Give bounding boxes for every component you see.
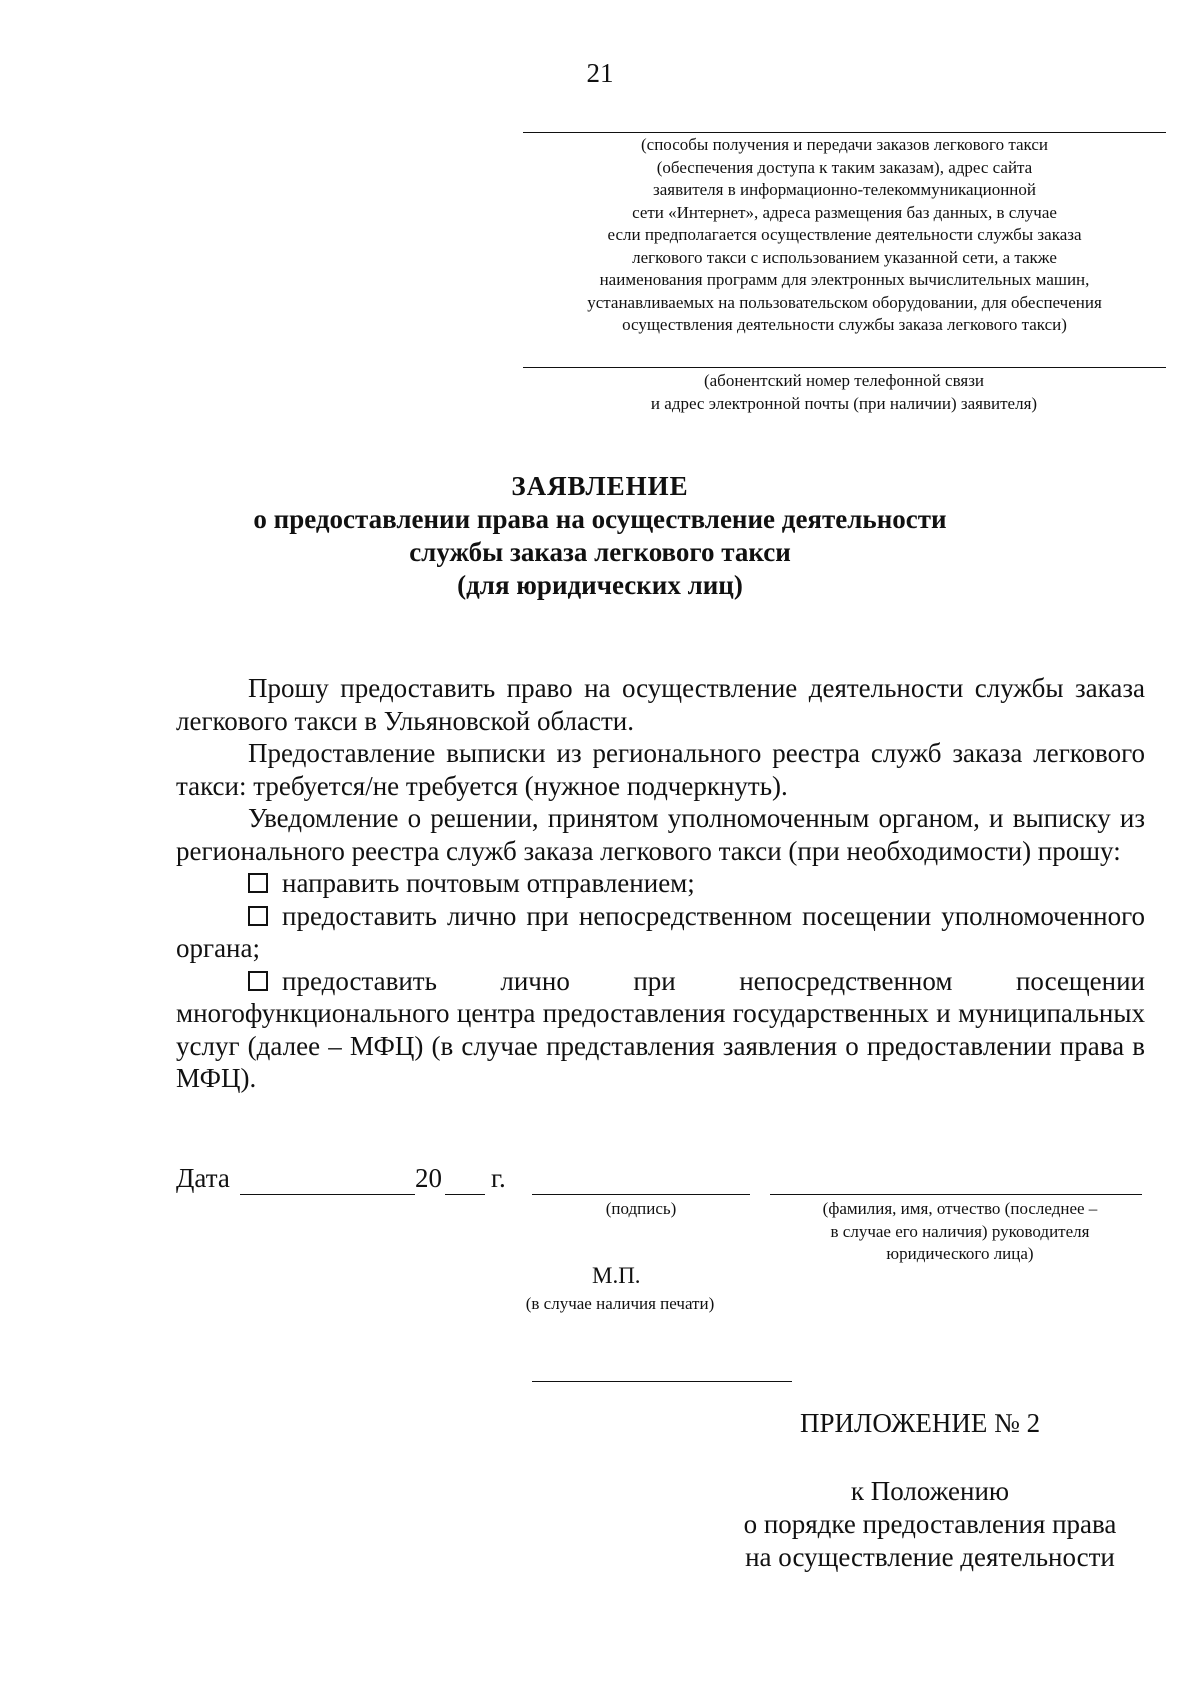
order-methods-fill-line: [523, 132, 1166, 133]
caption-line: и адрес электронной почты (при наличии) заявителя): [650, 393, 1038, 413]
year-fill-line[interactable]: [445, 1194, 485, 1195]
caption-line: наименования программ для электронных вычислительных машин,: [599, 270, 1090, 289]
order-methods-caption: [523, 134, 1166, 337]
name-fill-line[interactable]: [770, 1194, 1142, 1195]
title-main: ЗАЯВЛЕНИЕ: [511, 471, 689, 501]
caption-line: (способы получения и передачи заказов легкового такси: [640, 135, 1048, 154]
contacts-fill-line: [523, 367, 1166, 368]
stamp-caption: (в случае наличия печати): [525, 1294, 715, 1313]
application-body: [176, 672, 1145, 1095]
checkbox-in-person-mfc[interactable]: [248, 971, 268, 991]
option-in-person-mfc: [176, 965, 1145, 1095]
option-label: предоставить лично при непосредственном посещении уполномоченного органа;: [176, 900, 1145, 963]
name-caption: [770, 1198, 1150, 1266]
caption-line: если предполагается осуществление деятельности службы заказа: [607, 225, 1082, 244]
option-in-person-authority: [176, 900, 1145, 965]
appendix-title: ПРИЛОЖЕНИЕ № 2: [800, 1408, 1041, 1438]
caption-line: осуществления деятельности службы заказа легкового такси): [622, 315, 1067, 334]
caption-line: заявителя в информационно-телекоммуникационной: [652, 180, 1037, 199]
date-label: Дата: [176, 1163, 230, 1193]
caption-line: легкового такси с использованием указанной сети, а также: [632, 247, 1057, 267]
request-paragraph: Прошу предоставить право на осуществление деятельности службы заказа легкового такси в Ульяновской области.: [176, 673, 1145, 736]
extract-paragraph: Предоставление выписки из регионального реестра служб заказа легкового такси: требуется/не требуется (нужное подчеркнуть).: [176, 738, 1145, 801]
appendix-ref-line: на осуществление деятельности: [745, 1542, 1115, 1572]
option-postal: [176, 867, 1145, 900]
caption-line: сети «Интернет», адреса размещения баз данных, в случае: [632, 202, 1057, 222]
document-title: [150, 470, 1050, 602]
appendix-ref-line: к Положению: [850, 1476, 1010, 1506]
stamp-label: М.П.: [592, 1263, 641, 1288]
year-prefix: 20: [415, 1163, 442, 1193]
caption-line: (обеспечения доступа к таким заказам), адрес сайта: [656, 157, 1033, 177]
date-fill-line[interactable]: [240, 1194, 415, 1195]
caption-line: юридического лица): [886, 1244, 1034, 1263]
option-label: направить почтовым отправлением;: [282, 868, 695, 898]
option-label: предоставить лично при непосредственном посещении многофункционального центра предоставления государственных и муниципальных услуг (далее – МФЦ) (в случае представления заявления о предоставлении права в МФЦ).: [176, 965, 1145, 1093]
notification-paragraph: Уведомление о решении, принятом уполномоченным органом, и выписку из регионального реестра служб заказа легкового такси (при необходимости) прошу:: [176, 803, 1145, 866]
contacts-caption: [560, 370, 1128, 415]
appendix-ref-line: о порядке предоставления права: [743, 1509, 1117, 1539]
year-suffix: г.: [491, 1163, 506, 1193]
caption-line: в случае его наличия) руководителя: [830, 1221, 1090, 1241]
checkbox-postal[interactable]: [248, 873, 268, 893]
signature-fill-line[interactable]: [532, 1194, 750, 1195]
signature-caption: (подпись): [605, 1199, 677, 1218]
checkbox-in-person-authority[interactable]: [248, 906, 268, 926]
page-number: 21: [586, 58, 614, 88]
title-line: службы заказа легкового такси: [409, 537, 791, 567]
title-line: о предоставлении права на осуществление деятельности: [253, 504, 947, 534]
section-separator: [532, 1381, 792, 1382]
caption-line: (фамилия, имя, отчество (последнее –: [822, 1199, 1098, 1218]
caption-line: устанавливаемых на пользовательском оборудовании, для обеспечения: [587, 292, 1102, 312]
appendix-reference: [720, 1475, 1140, 1574]
caption-line: (абонентский номер телефонной связи: [703, 371, 985, 390]
title-line: (для юридических лиц): [457, 570, 743, 600]
